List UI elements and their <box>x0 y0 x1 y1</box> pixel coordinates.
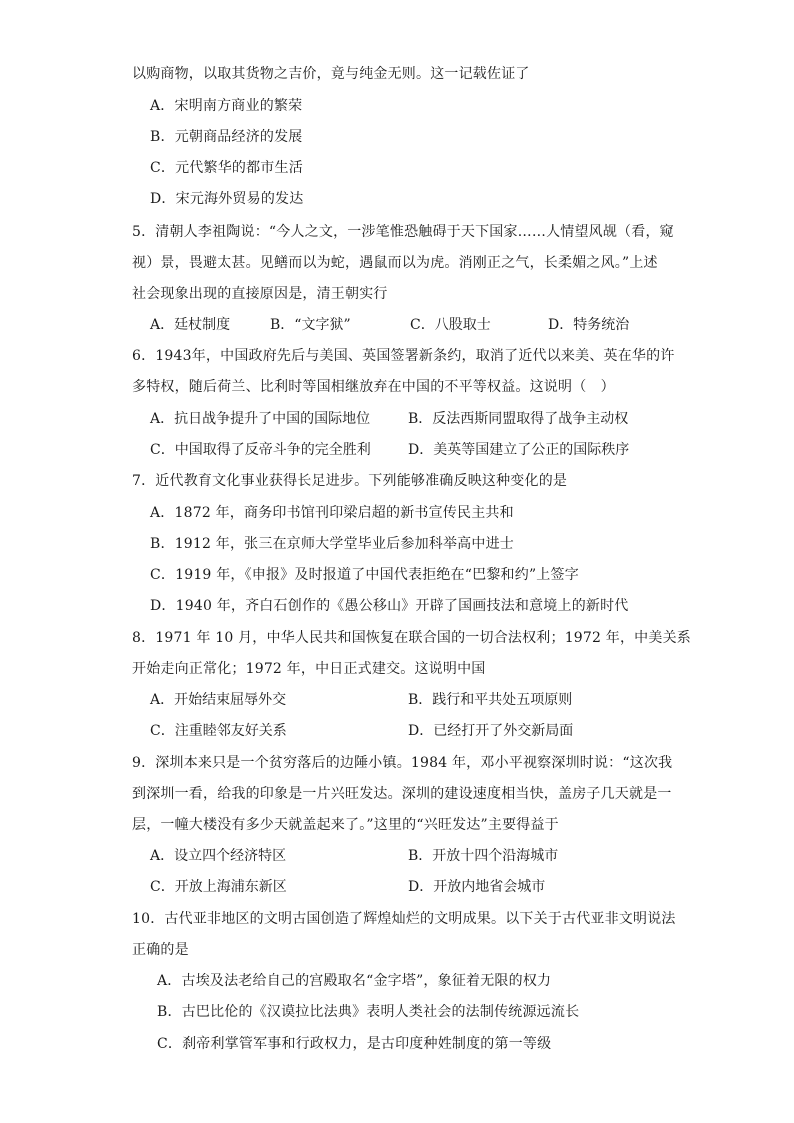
question-9-line-1: 9．深圳本来只是一个贫穷落后的边陲小镇。1984 年，邓小平视察深圳时说：“这次我 <box>132 755 673 771</box>
q5-option-a: A．廷杖制度 <box>150 317 231 333</box>
q9-option-b: B．开放十四个沿海城市 <box>408 848 559 864</box>
question-7-text: 7．近代教育文化事业获得长足进步。下列能够准确反映这种变化的是 <box>132 473 568 489</box>
q4-option-b: B．元朝商品经济的发展 <box>150 129 303 145</box>
question-8-line-2: 开始走向正常化；1972 年，中日正式建交。这说明中国 <box>132 661 486 677</box>
question-6-line-2: 多特权，随后荷兰、比利时等国相继放弃在中国的不平等权益。这说明（ ） <box>132 379 615 395</box>
q7-option-a: A．1872 年，商务印书馆刊印梁启超的新书宣传民主共和 <box>150 505 514 521</box>
question-8-line-1: 8．1971 年 10 月，中华人民共和国恢复在联合国的一切合法权利；1972 年，中美关系 <box>132 630 691 646</box>
question-10-line-2: 正确的是 <box>132 942 189 958</box>
question-5-line-1: 5．清朝人李祖陶说：“今人之文，一涉笔惟恐触碍于天下国家……人情望风觇（看，窥 <box>132 224 674 240</box>
q9-option-c: C．开放上海浦东新区 <box>150 879 287 895</box>
q8-option-d: D．已经打开了外交新局面 <box>408 723 574 739</box>
q10-option-a: A．古埃及法老给自己的宫殿取名“金字塔”，象征着无限的权力 <box>157 973 552 989</box>
q6-option-a: A．抗日战争提升了中国的国际地位 <box>150 411 371 427</box>
q8-option-b: B．践行和平共处五项原则 <box>408 692 573 708</box>
question-10-line-1: 10．古代亚非地区的文明古国创造了辉煌灿烂的文明成果。以下关于古代亚非文明说法 <box>132 911 676 927</box>
q8-option-a: A．开始结束屈辱外交 <box>150 692 287 708</box>
q6-option-d: D．美英等国建立了公正的国际秩序 <box>408 442 630 458</box>
question-5-line-2: 视）景，畏避太甚。见鳝而以为蛇，遇鼠而以为虎。消刚正之气，长柔媚之风。”上述 <box>132 255 658 271</box>
q8-option-c: C．注重睦邻友好关系 <box>150 723 287 739</box>
q7-option-d: D．1940 年，齐白石创作的《愚公移山》开辟了国画技法和意境上的新时代 <box>150 598 629 614</box>
q7-option-c: C．1919 年，《申报》及时报道了中国代表拒绝在“巴黎和约”上签字 <box>150 567 579 583</box>
q6-option-b: B．反法西斯同盟取得了战争主动权 <box>408 411 629 427</box>
q6-option-c: C．中国取得了反帝斗争的完全胜利 <box>150 442 371 458</box>
q9-option-d: D．开放内地省会城市 <box>408 879 546 895</box>
q4-option-a: A．宋明南方商业的繁荣 <box>150 98 303 114</box>
q5-option-d: D．特务统治 <box>548 317 630 333</box>
question-9-line-2: 到深圳一看，给我的印象是一片兴旺发达。深圳的建设速度相当快，盖房子几天就是一 <box>132 786 672 802</box>
q9-option-a: A．设立四个经济特区 <box>150 848 287 864</box>
question-6-line-1: 6．1943年，中国政府先后与美国、英国签署新条约，取消了近代以来美、英在华的许 <box>132 348 675 364</box>
question-9-line-3: 层，一幢大楼没有多少天就盖起来了。”这里的“兴旺发达”主要得益于 <box>132 817 559 833</box>
q5-option-c: C．八股取士 <box>410 317 491 333</box>
question-4-text: 以购商物，以取其货物之吉价，竟与纯金无则。这一记载佐证了 <box>132 66 530 82</box>
q4-option-d: D．宋元海外贸易的发达 <box>150 191 304 207</box>
q10-option-c: C．刹帝利掌管军事和行政权力，是古印度种姓制度的第一等级 <box>157 1036 552 1052</box>
question-5-line-3: 社会现象出现的直接原因是，清王朝实行 <box>132 286 388 302</box>
q5-option-b: B．“文字狱” <box>270 317 351 333</box>
q7-option-b: B．1912 年，张三在京师大学堂毕业后参加科举高中进士 <box>150 536 514 552</box>
q4-option-c: C．元代繁华的都市生活 <box>150 160 303 176</box>
q10-option-b: B．古巴比伦的《汉谟拉比法典》表明人类社会的法制传统源远流长 <box>157 1004 580 1020</box>
